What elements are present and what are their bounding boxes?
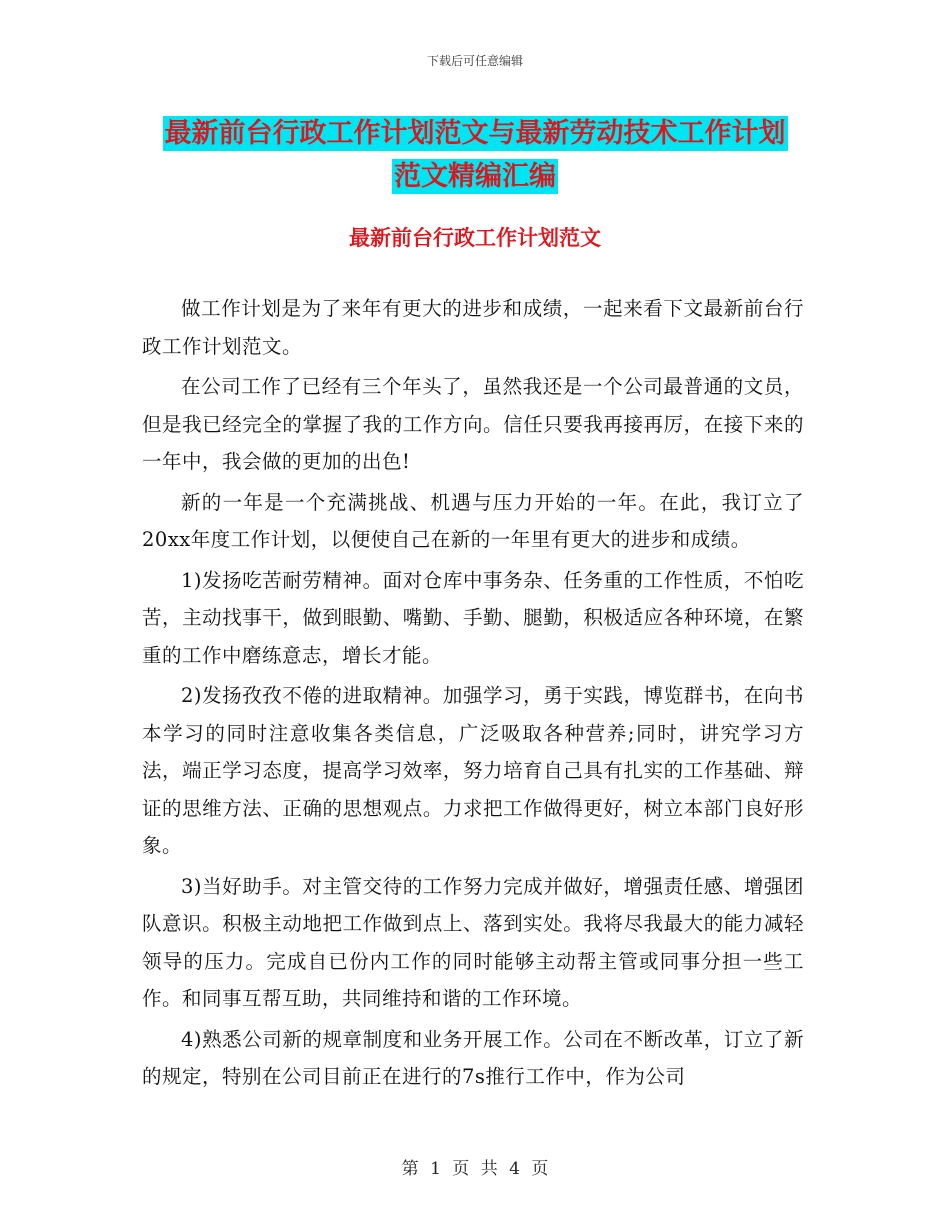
paragraph: 在公司工作了已经有三个年头了，虽然我还是一个公司最普通的文员，但是我已经完全的掌握了我的工作方向。信任只要我再接再厉，在接下来的一年中，我会做的更加的出色! — [142, 375, 804, 473]
paragraph: 2)发扬孜孜不倦的进取精神。加强学习，勇于实践，博览群书，在向书本学习的同时注意收集各类信息，广泛吸取各种营养;同时，讲究学习方法，端正学习态度，提高学习效率，努力培育自己具有扎实的工作基础、辩证的思维方法、正确的思想观点。力求把工作做得更好，树立本部门良好形象。 — [142, 684, 804, 857]
document-title-line-2: 范文精编汇编 — [394, 161, 556, 192]
page-footer: 第 1 页 共 4 页 — [401, 1159, 549, 1179]
header-note: 下载后可任意编辑 — [426, 54, 523, 68]
document-title — [140, 112, 810, 198]
document-title-line-1: 最新前台行政工作计划范文与最新劳动技术工作计划 — [164, 118, 786, 149]
paragraph: 做工作计划是为了来年有更大的进步和成绩，一起来看下文最新前台行政工作计划范文。 — [142, 297, 804, 358]
paragraph: 3)当好助手。对主管交待的工作努力完成并做好，增强责任感、增强团队意识。积极主动地把工作做到点上、落到实处。我将尽我最大的能力减轻领导的压力。完成自已份内工作的同时能够主动帮主管或同事分担一些工作。和同事互帮互助，共同维持和谐的工作环境。 — [142, 874, 804, 1010]
paragraph: 4)熟悉公司新的规章制度和业务开展工作。公司在不断改革，订立了新的规定，特别在公司目前正在进行的7s推行工作中，作为公司 — [142, 1027, 804, 1088]
paragraph: 新的一年是一个充满挑战、机遇与压力开始的一年。在此，我订立了20xx年度工作计划，以便使自己在新的一年里有更大的进步和成绩。 — [142, 490, 804, 551]
paragraph: 1)发扬吃苦耐劳精神。面对仓库中事务杂、任务重的工作性质，不怕吃苦，主动找事干，做到眼勤、嘴勤、手勤、腿勤，积极适应各种环境，在繁重的工作中磨练意志，增长才能。 — [142, 568, 804, 667]
body-text — [142, 290, 804, 1099]
section-title: 最新前台行政工作计划范文 — [349, 226, 601, 250]
